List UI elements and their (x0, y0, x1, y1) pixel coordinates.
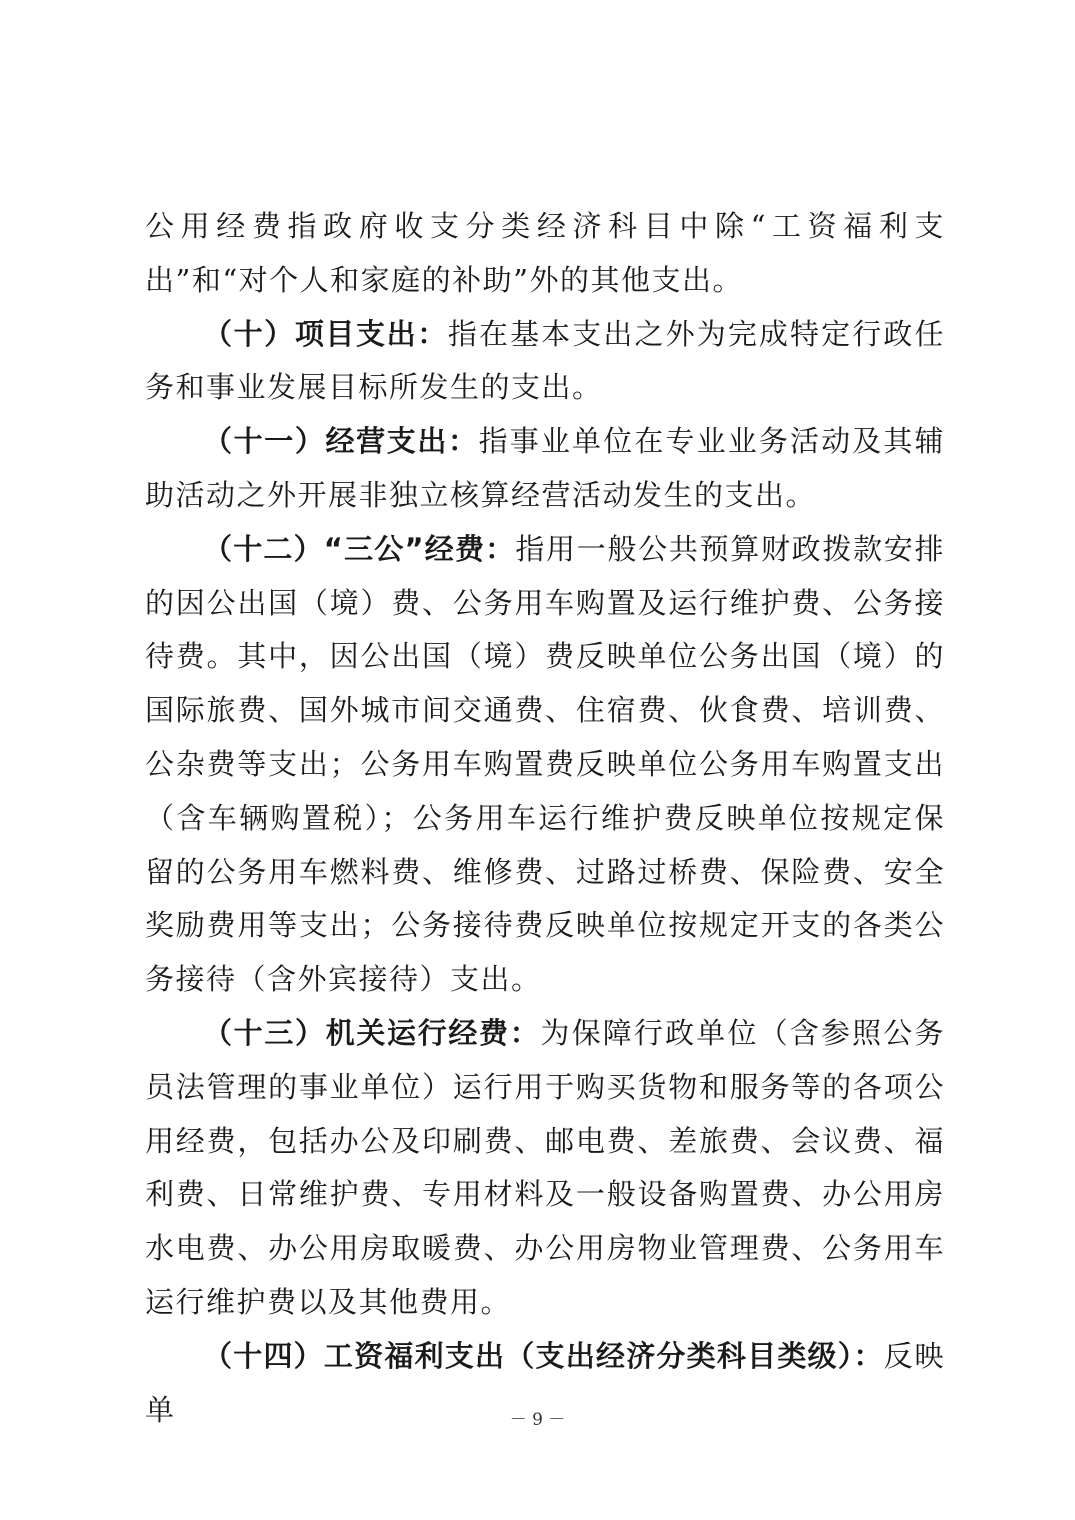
paragraph-operating-expenditure (145, 415, 945, 523)
paragraph-text: 指用一般公共预算财政拨款安排的因公出国（境）费、公务用车购置及运行维护费、公务接待费。其中，因公出国（境）费反映单位公务出国（境）的国际旅费、国外城市间交通费、住宿费、伙食费、培训费、公杂费等支出；公务用车购置费反映单位公务用车购置支出（含车辆购置税）；公务用车运行维护费反映单位按规定保留的公务用车燃料费、维修费、过路过桥费、保险费、安全奖励费用等支出；公务接待费反映单位按规定开支的各类公务接待（含外宾接待）支出。 (145, 531, 945, 997)
paragraph-text: 公用经费指政府收支分类经济科目中除“工资福利支出”和“对个人和家庭的补助”外的其他支出。 (145, 209, 945, 297)
document-body (145, 200, 945, 1437)
section-heading: （十三）机关运行经费： (203, 1015, 541, 1050)
paragraph-text: 指在基本支出之外为完成特定行政任务和事业发展目标所发生的支出。 (145, 316, 945, 405)
paragraph-public-funds (145, 200, 945, 308)
section-heading: （十一）经营支出： (203, 424, 479, 459)
paragraph-text: 指事业单位在专业业务活动及其辅助活动之外开展非独立核算经营活动发生的支出。 (145, 424, 945, 512)
paragraph-text: 反映单 (145, 1338, 945, 1427)
paragraph-three-public-expenses (145, 523, 945, 1007)
section-heading: （十四）工资福利支出（支出经济分类科目类级）： (203, 1338, 884, 1373)
page-number: － 9 － (509, 1410, 566, 1430)
section-heading: （十二）“三公”经费： (203, 531, 516, 566)
section-heading: （十）项目支出： (203, 316, 448, 351)
paragraph-project-expenditure (145, 308, 945, 416)
paragraph-agency-operating-funds (145, 1007, 945, 1330)
paragraph-text: 为保障行政单位（含参照公务员法管理的事业单位）运行用于购买货物和服务等的各项公用经费，包括办公及印刷费、邮电费、差旅费、会议费、福利费、日常维护费、专用材料及一般设备购置费、办公用房水电费、办公用房取暖费、办公用房物业管理费、公务用车运行维护费以及其他费用。 (145, 1015, 945, 1319)
